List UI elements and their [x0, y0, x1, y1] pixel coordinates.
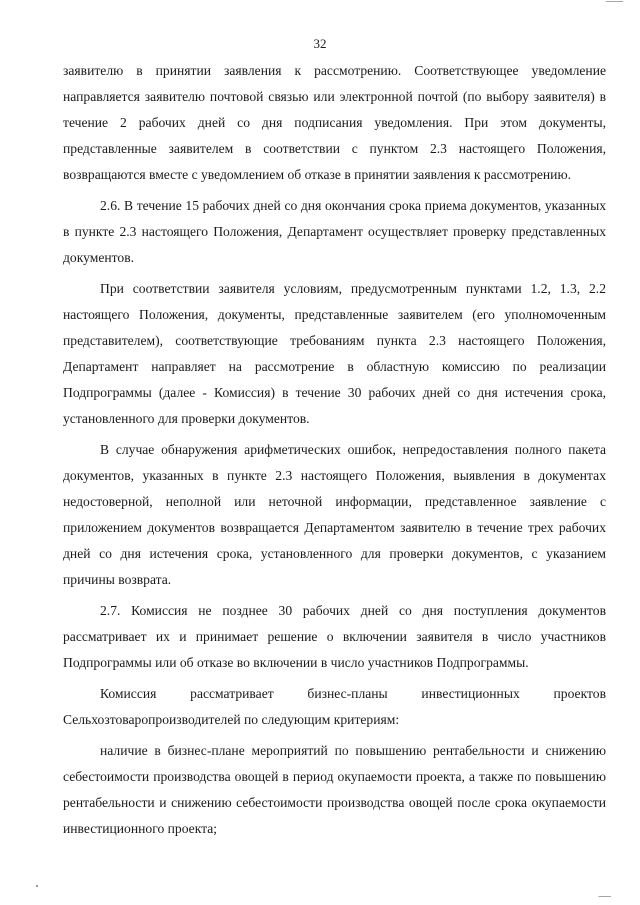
paragraph: наличие в бизнес-плане мероприятий по повышению рентабельности и снижению себестоимости производства овощей в период окупаемости проекта, а также по повышению рентабельности и снижению себестоимости производства овощей после срока окупаемости инвестиционного проекта;	[63, 743, 606, 836]
scan-speck	[36, 885, 38, 887]
corner-mark-top: ——	[606, 0, 622, 6]
paragraph: Комиссия рассматривает бизнес-планы инвестиционных проектов Сельхозтоваропроизводителей по следующим критериям:	[63, 686, 606, 727]
paragraph: В случае обнаружения арифметических ошибок, непредоставления полного пакета документов, указанных в пункте 2.3 настоящего Положения, выявления в документах недостоверной, неполной или неточной информации, представленное заявление с приложением документов возвращается Департаментом заявителю в течение трех рабочих дней со дня истечения срока, установленного для проверки документов, с указанием причины возврата.	[63, 442, 606, 587]
page-number: 32	[313, 36, 327, 51]
corner-mark-bottom: –—	[598, 891, 610, 901]
paragraph: При соответствии заявителя условиям, предусмотренным пунктами 1.2, 1.3, 2.2 настоящего Положения, документы, представленные заявителем (его уполномоченным представителем), соответствующие требованиям пункта 2.3 настоящего Положения, Департамент направляет на рассмотрение в областную комиссию по реализации Подпрограммы (далее - Комиссия) в течение 30 рабочих дней со дня истечения срока, установленного для проверки документов.	[63, 281, 606, 426]
document-body	[63, 58, 606, 842]
paragraph: 2.7. Комиссия не позднее 30 рабочих дней со дня поступления документов рассматривает их и принимает решение о включении заявителя в число участников Подпрограммы или об отказе во включении в число участников Подпрограммы.	[63, 603, 606, 670]
paragraph: 2.6. В течение 15 рабочих дней со дня окончания срока приема документов, указанных в пункте 2.3 настоящего Положения, Департамент осуществляет проверку представленных документов.	[63, 198, 606, 265]
paragraph: заявителю в принятии заявления к рассмотрению. Соответствующее уведомление направляется заявителю почтовой связью или электронной почтой (по выбору заявителя) в течение 2 рабочих дней со дня подписания уведомления. При этом документы, представленные заявителем в соответствии с пунктом 2.3 настоящего Положения, возвращаются вместе с уведомлением об отказе в принятии заявления к рассмотрению.	[63, 63, 606, 182]
